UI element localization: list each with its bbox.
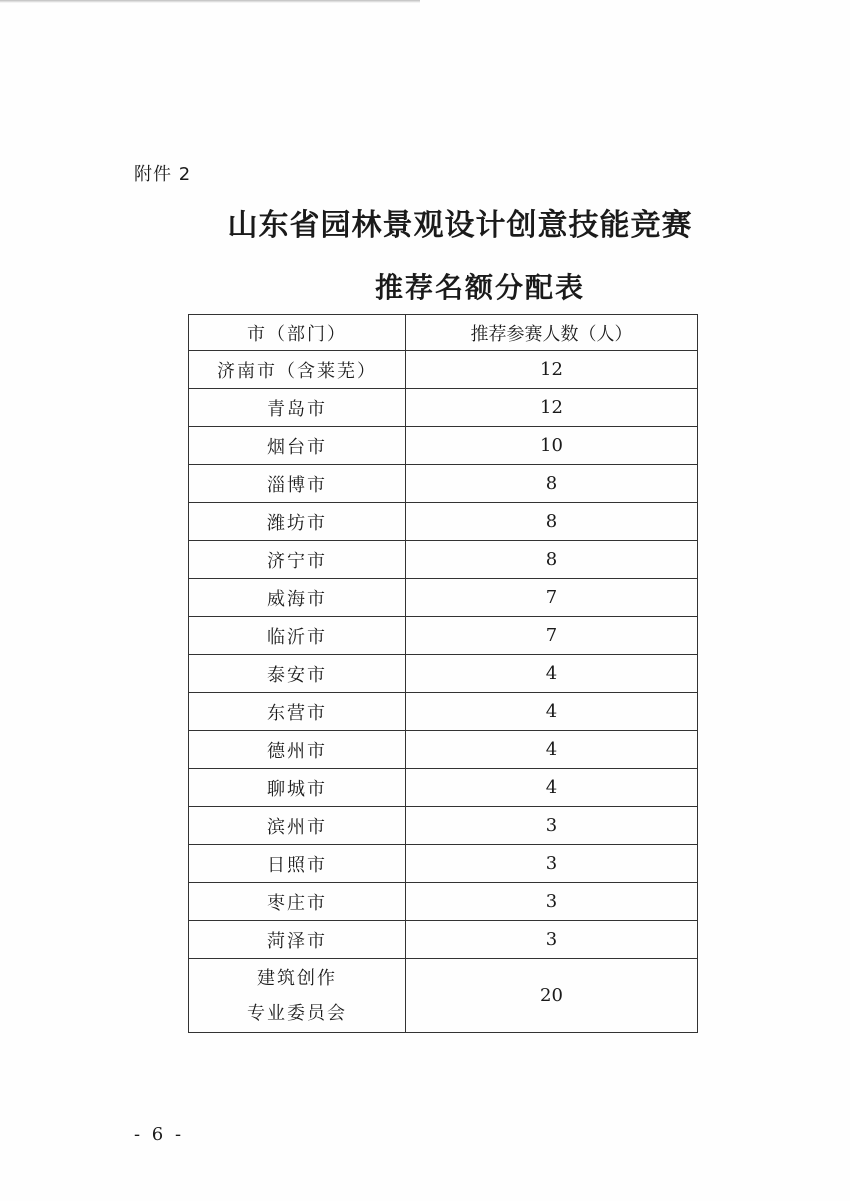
unit-cell: 德州市	[189, 731, 406, 769]
attachment-label: 附件 2	[134, 164, 192, 185]
count-cell: 4	[406, 769, 698, 807]
committee-name-line2: 专业委员会	[247, 1002, 347, 1024]
unit-cell: 青岛市	[189, 389, 406, 427]
unit-cell: 菏泽市	[189, 921, 406, 959]
unit-cell: 泰安市	[189, 655, 406, 693]
table-row	[189, 541, 698, 579]
table-row	[189, 655, 698, 693]
count-cell: 4	[406, 655, 698, 693]
table-row	[189, 921, 698, 959]
count-cell: 3	[406, 921, 698, 959]
table-row	[189, 731, 698, 769]
table-row	[189, 389, 698, 427]
table-row	[189, 579, 698, 617]
committee-name-line1: 建筑创作	[257, 967, 337, 989]
column-header-unit: 市（部门）	[189, 315, 406, 351]
unit-cell: 潍坊市	[189, 503, 406, 541]
table-row-committee	[189, 959, 698, 1033]
document-title: 山东省园林景观设计创意技能竞赛	[227, 208, 693, 243]
unit-cell: 聊城市	[189, 769, 406, 807]
count-cell: 8	[406, 465, 698, 503]
table-row	[189, 465, 698, 503]
unit-cell: 济宁市	[189, 541, 406, 579]
scan-edge-shadow	[0, 0, 420, 3]
count-cell: 3	[406, 845, 698, 883]
unit-cell: 临沂市	[189, 617, 406, 655]
table-row	[189, 503, 698, 541]
unit-cell: 济南市（含莱芜）	[189, 351, 406, 389]
table-row	[189, 845, 698, 883]
table-header-row	[189, 315, 698, 351]
quota-table	[188, 314, 698, 1033]
unit-cell: 东营市	[189, 693, 406, 731]
unit-cell: 日照市	[189, 845, 406, 883]
count-cell: 12	[406, 389, 698, 427]
table-row	[189, 617, 698, 655]
unit-cell: 威海市	[189, 579, 406, 617]
count-cell: 7	[406, 617, 698, 655]
unit-cell: 滨州市	[189, 807, 406, 845]
count-cell: 8	[406, 541, 698, 579]
table-row	[189, 883, 698, 921]
unit-cell-committee	[189, 959, 406, 1033]
count-cell-committee: 20	[406, 959, 698, 1033]
document-subtitle: 推荐名额分配表	[374, 271, 585, 304]
count-cell: 3	[406, 883, 698, 921]
unit-cell: 淄博市	[189, 465, 406, 503]
count-cell: 7	[406, 579, 698, 617]
unit-cell: 枣庄市	[189, 883, 406, 921]
count-cell: 3	[406, 807, 698, 845]
table-row	[189, 807, 698, 845]
count-cell: 10	[406, 427, 698, 465]
count-cell: 4	[406, 731, 698, 769]
table-row	[189, 769, 698, 807]
page-number: - 6 -	[134, 1124, 185, 1145]
column-header-count: 推荐参赛人数（人）	[406, 315, 698, 351]
table-row	[189, 693, 698, 731]
table-row	[189, 427, 698, 465]
count-cell: 4	[406, 693, 698, 731]
count-cell: 8	[406, 503, 698, 541]
unit-cell: 烟台市	[189, 427, 406, 465]
count-cell: 12	[406, 351, 698, 389]
table-row	[189, 351, 698, 389]
